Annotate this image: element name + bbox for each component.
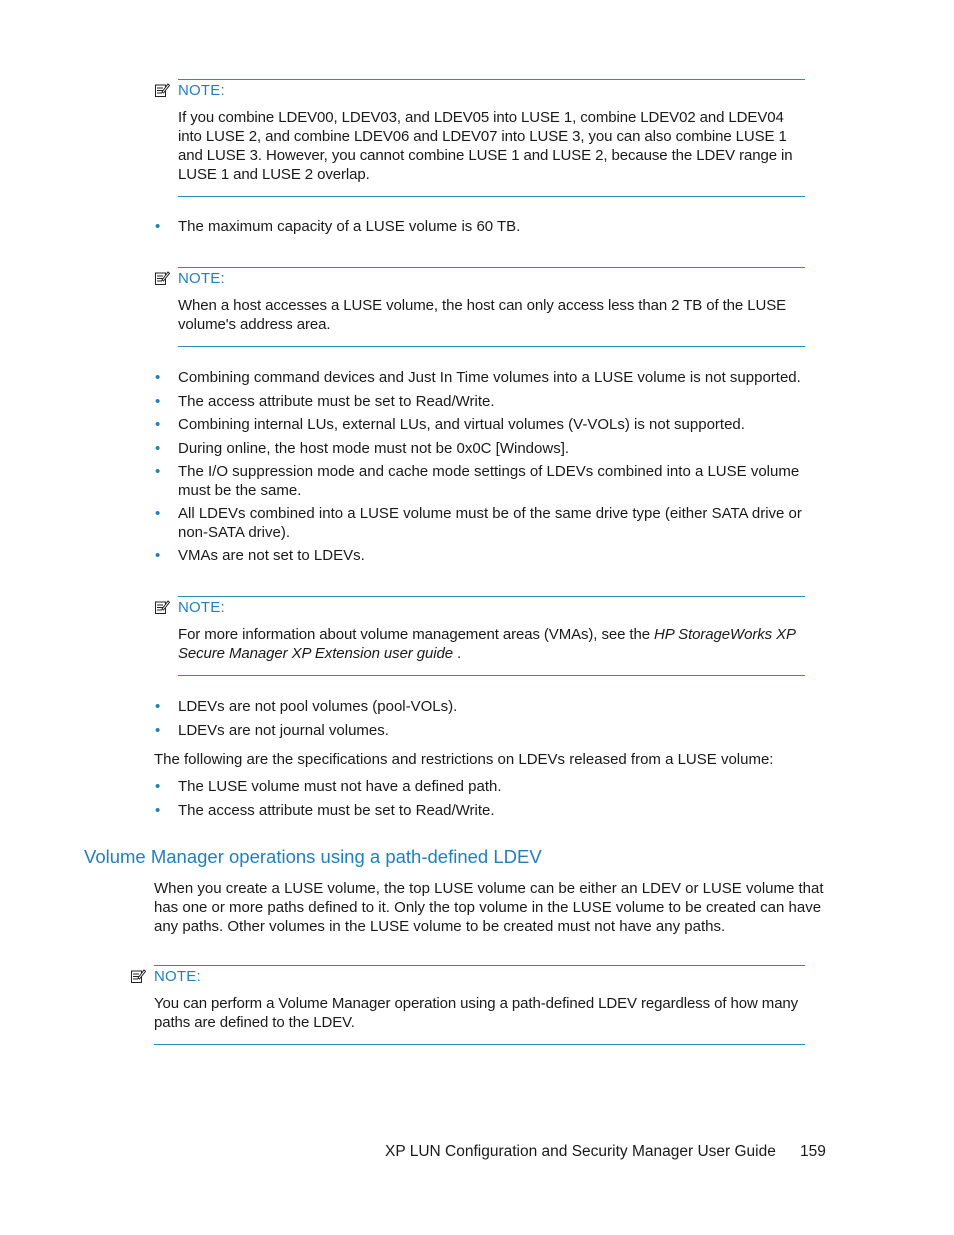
note-box-1 <box>178 79 805 197</box>
bullet-icon: • <box>155 439 161 457</box>
note-label: NOTE: <box>178 270 225 287</box>
section-heading: Volume Manager operations using a path-defined LDEV <box>84 846 542 867</box>
bullet-list-4 <box>155 778 835 825</box>
note-body: When a host accesses a LUSE volume, the host can only access less than 2 TB of the LUSE volume's address area. <box>178 297 787 333</box>
note-icon <box>154 270 170 286</box>
bullet-icon: • <box>155 369 161 386</box>
bullet-list-3 <box>155 698 835 745</box>
note-icon <box>130 968 146 984</box>
list-item: • The LUSE volume must not have a defined path. <box>155 778 502 795</box>
note-icon <box>154 82 170 98</box>
list-item: • Combining internal LUs, external LUs, and virtual volumes (V-VOLs) is not supported. <box>155 416 745 433</box>
page-number: 159 <box>800 1143 826 1160</box>
list-item: • The maximum capacity of a LUSE volume is 60 TB. <box>155 218 521 235</box>
note-box-2 <box>178 267 805 347</box>
bullet-icon: • <box>155 801 161 819</box>
section-paragraph: When you create a LUSE volume, the top LUSE volume can be either an LDEV or LUSE volume that has one or more paths defined to it. Only the top volume in the LUSE volume to be created can have any paths. Other volumes in the LUSE volume to be created must not have any paths. <box>154 880 824 935</box>
bullet-list-1 <box>155 218 835 242</box>
bullet-icon: • <box>155 547 161 564</box>
document-reference: HP StorageWorks XP Secure Manager XP Extension user guide <box>178 626 796 662</box>
note-label: NOTE: <box>154 968 201 985</box>
note-body: If you combine LDEV00, LDEV03, and LDEV05 into LUSE 1, combine LDEV02 and LDEV04 into LUSE 2, and combine LDEV06 and LDEV07 into LUSE 3, you can also combine LUSE 1 and LUSE 3. However, you cannot combine LUSE 1 and LUSE 2, because the LDEV range in LUSE 1 and LUSE 2 overlap. <box>178 109 793 183</box>
list-item: • The I/O suppression mode and cache mode settings of LDEVs combined into a LUSE volume must be the same. <box>155 463 800 499</box>
bullet-icon: • <box>155 218 161 235</box>
bullet-icon: • <box>155 463 161 480</box>
bullet-list-2 <box>155 369 835 571</box>
bullet-icon: • <box>155 778 161 795</box>
bullet-icon: • <box>155 721 161 739</box>
list-item: • VMAs are not set to LDEVs. <box>155 547 365 564</box>
note-box-3 <box>178 596 805 676</box>
list-item: • Combining command devices and Just In Time volumes into a LUSE volume is not supported. <box>155 369 801 386</box>
note-label: NOTE: <box>178 599 225 616</box>
note-box-4 <box>154 965 805 1045</box>
note-body: You can perform a Volume Manager operation using a path-defined LDEV regardless of how many paths are defined to the LDEV. <box>154 995 799 1031</box>
bullet-icon: • <box>155 392 161 410</box>
bullet-icon: • <box>155 505 161 522</box>
list-item: • The access attribute must be set to Read/Write. <box>155 392 495 410</box>
list-item: • During online, the host mode must not be 0x0C [Windows]. <box>155 439 570 457</box>
list-item: • The access attribute must be set to Read/Write. <box>155 801 495 819</box>
note-body: For more information about volume management areas (VMAs), see the HP StorageWorks XP Secure Manager XP Extension user guide . <box>178 626 796 662</box>
note-label: NOTE: <box>178 82 225 99</box>
footer-guide-title: XP LUN Configuration and Security Manager User Guide <box>385 1143 776 1160</box>
note-icon <box>154 599 170 615</box>
list-item: • LDEVs are not journal volumes. <box>155 721 389 739</box>
list-item: • All LDEVs combined into a LUSE volume must be of the same drive type (either SATA drive or non-SATA drive). <box>155 505 802 541</box>
bullet-icon: • <box>155 698 161 715</box>
paragraph-released: The following are the specifications and restrictions on LDEVs released from a LUSE volume: <box>154 751 774 768</box>
bullet-icon: • <box>155 416 161 433</box>
list-item: • LDEVs are not pool volumes (pool-VOLs). <box>155 698 458 715</box>
